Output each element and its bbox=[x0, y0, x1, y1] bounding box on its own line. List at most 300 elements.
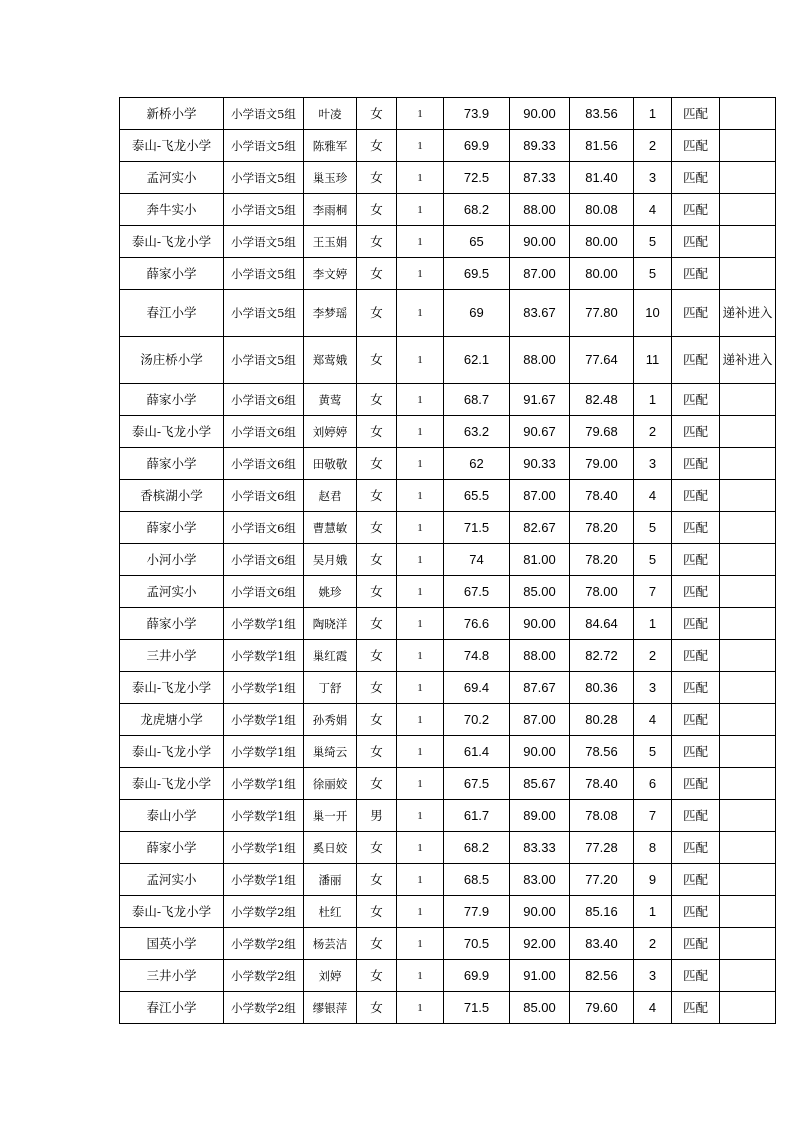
rank-cell: 5 bbox=[634, 544, 672, 576]
name-cell: 杨芸洁 bbox=[304, 928, 357, 960]
table-row bbox=[120, 736, 776, 768]
count-cell: 1 bbox=[397, 736, 444, 768]
interview-score-cell: 83.00 bbox=[510, 864, 570, 896]
school-cell: 泰山小学 bbox=[120, 800, 224, 832]
table-row bbox=[120, 290, 776, 337]
status-cell: 匹配 bbox=[672, 290, 720, 337]
rank-cell: 3 bbox=[634, 960, 672, 992]
note-cell bbox=[720, 544, 776, 576]
table-row bbox=[120, 448, 776, 480]
table-row bbox=[120, 704, 776, 736]
name-cell: 李文婷 bbox=[304, 258, 357, 290]
group-cell: 小学数学1组 bbox=[224, 800, 304, 832]
status-cell: 匹配 bbox=[672, 960, 720, 992]
written-score-cell: 69 bbox=[444, 290, 510, 337]
interview-score-cell: 83.67 bbox=[510, 290, 570, 337]
note-cell: 递补进入 bbox=[720, 290, 776, 337]
rank-cell: 5 bbox=[634, 512, 672, 544]
school-cell: 薛家小学 bbox=[120, 608, 224, 640]
note-cell bbox=[720, 98, 776, 130]
school-cell: 汤庄桥小学 bbox=[120, 337, 224, 384]
group-cell: 小学数学1组 bbox=[224, 672, 304, 704]
total-score-cell: 83.56 bbox=[570, 98, 634, 130]
gender-cell: 女 bbox=[357, 704, 397, 736]
written-score-cell: 69.5 bbox=[444, 258, 510, 290]
school-cell: 薛家小学 bbox=[120, 448, 224, 480]
table-row bbox=[120, 98, 776, 130]
table-row bbox=[120, 544, 776, 576]
status-cell: 匹配 bbox=[672, 800, 720, 832]
name-cell: 曹慧敏 bbox=[304, 512, 357, 544]
interview-score-cell: 88.00 bbox=[510, 640, 570, 672]
school-cell: 三井小学 bbox=[120, 960, 224, 992]
group-cell: 小学语文5组 bbox=[224, 162, 304, 194]
written-score-cell: 70.2 bbox=[444, 704, 510, 736]
rank-cell: 10 bbox=[634, 290, 672, 337]
school-cell: 香槟湖小学 bbox=[120, 480, 224, 512]
name-cell: 巢红霞 bbox=[304, 640, 357, 672]
gender-cell: 男 bbox=[357, 800, 397, 832]
count-cell: 1 bbox=[397, 130, 444, 162]
table-row bbox=[120, 960, 776, 992]
total-score-cell: 78.20 bbox=[570, 512, 634, 544]
count-cell: 1 bbox=[397, 384, 444, 416]
total-score-cell: 81.56 bbox=[570, 130, 634, 162]
note-cell bbox=[720, 384, 776, 416]
gender-cell: 女 bbox=[357, 960, 397, 992]
count-cell: 1 bbox=[397, 672, 444, 704]
written-score-cell: 68.7 bbox=[444, 384, 510, 416]
table-row bbox=[120, 800, 776, 832]
gender-cell: 女 bbox=[357, 226, 397, 258]
rank-cell: 7 bbox=[634, 800, 672, 832]
note-cell bbox=[720, 736, 776, 768]
name-cell: 杜红 bbox=[304, 896, 357, 928]
results-table-body bbox=[120, 98, 776, 1024]
group-cell: 小学数学1组 bbox=[224, 608, 304, 640]
total-score-cell: 77.28 bbox=[570, 832, 634, 864]
group-cell: 小学数学1组 bbox=[224, 864, 304, 896]
total-score-cell: 80.28 bbox=[570, 704, 634, 736]
status-cell: 匹配 bbox=[672, 384, 720, 416]
total-score-cell: 80.00 bbox=[570, 258, 634, 290]
count-cell: 1 bbox=[397, 896, 444, 928]
name-cell: 陶晓洋 bbox=[304, 608, 357, 640]
total-score-cell: 77.20 bbox=[570, 864, 634, 896]
count-cell: 1 bbox=[397, 992, 444, 1024]
status-cell: 匹配 bbox=[672, 576, 720, 608]
name-cell: 巢一开 bbox=[304, 800, 357, 832]
group-cell: 小学语文5组 bbox=[224, 130, 304, 162]
total-score-cell: 77.80 bbox=[570, 290, 634, 337]
written-score-cell: 76.6 bbox=[444, 608, 510, 640]
rank-cell: 3 bbox=[634, 162, 672, 194]
interview-score-cell: 85.00 bbox=[510, 992, 570, 1024]
table-row bbox=[120, 864, 776, 896]
school-cell: 新桥小学 bbox=[120, 98, 224, 130]
group-cell: 小学数学2组 bbox=[224, 928, 304, 960]
rank-cell: 2 bbox=[634, 928, 672, 960]
table-row bbox=[120, 337, 776, 384]
school-cell: 三井小学 bbox=[120, 640, 224, 672]
school-cell: 薛家小学 bbox=[120, 512, 224, 544]
count-cell: 1 bbox=[397, 258, 444, 290]
table-row bbox=[120, 640, 776, 672]
total-score-cell: 80.08 bbox=[570, 194, 634, 226]
written-score-cell: 65.5 bbox=[444, 480, 510, 512]
group-cell: 小学语文6组 bbox=[224, 576, 304, 608]
name-cell: 叶凌 bbox=[304, 98, 357, 130]
status-cell: 匹配 bbox=[672, 162, 720, 194]
interview-score-cell: 87.33 bbox=[510, 162, 570, 194]
interview-score-cell: 92.00 bbox=[510, 928, 570, 960]
status-cell: 匹配 bbox=[672, 480, 720, 512]
school-cell: 薛家小学 bbox=[120, 258, 224, 290]
count-cell: 1 bbox=[397, 832, 444, 864]
name-cell: 姚珍 bbox=[304, 576, 357, 608]
count-cell: 1 bbox=[397, 960, 444, 992]
name-cell: 丁舒 bbox=[304, 672, 357, 704]
gender-cell: 女 bbox=[357, 992, 397, 1024]
name-cell: 赵君 bbox=[304, 480, 357, 512]
note-cell: 递补进入 bbox=[720, 337, 776, 384]
gender-cell: 女 bbox=[357, 608, 397, 640]
status-cell: 匹配 bbox=[672, 864, 720, 896]
name-cell: 巢玉珍 bbox=[304, 162, 357, 194]
rank-cell: 5 bbox=[634, 258, 672, 290]
table-row bbox=[120, 130, 776, 162]
school-cell: 国英小学 bbox=[120, 928, 224, 960]
note-cell bbox=[720, 992, 776, 1024]
interview-score-cell: 91.00 bbox=[510, 960, 570, 992]
status-cell: 匹配 bbox=[672, 928, 720, 960]
name-cell: 田敬敬 bbox=[304, 448, 357, 480]
status-cell: 匹配 bbox=[672, 640, 720, 672]
gender-cell: 女 bbox=[357, 928, 397, 960]
gender-cell: 女 bbox=[357, 736, 397, 768]
group-cell: 小学语文5组 bbox=[224, 337, 304, 384]
table-row bbox=[120, 258, 776, 290]
written-score-cell: 69.9 bbox=[444, 130, 510, 162]
total-score-cell: 78.08 bbox=[570, 800, 634, 832]
interview-score-cell: 88.00 bbox=[510, 194, 570, 226]
total-score-cell: 81.40 bbox=[570, 162, 634, 194]
rank-cell: 4 bbox=[634, 194, 672, 226]
table-row bbox=[120, 384, 776, 416]
rank-cell: 9 bbox=[634, 864, 672, 896]
group-cell: 小学语文5组 bbox=[224, 98, 304, 130]
rank-cell: 3 bbox=[634, 448, 672, 480]
note-cell bbox=[720, 226, 776, 258]
note-cell bbox=[720, 832, 776, 864]
interview-score-cell: 83.33 bbox=[510, 832, 570, 864]
written-score-cell: 77.9 bbox=[444, 896, 510, 928]
total-score-cell: 82.72 bbox=[570, 640, 634, 672]
group-cell: 小学语文6组 bbox=[224, 544, 304, 576]
total-score-cell: 85.16 bbox=[570, 896, 634, 928]
interview-score-cell: 89.33 bbox=[510, 130, 570, 162]
note-cell bbox=[720, 672, 776, 704]
interview-score-cell: 82.67 bbox=[510, 512, 570, 544]
gender-cell: 女 bbox=[357, 480, 397, 512]
school-cell: 孟河实小 bbox=[120, 864, 224, 896]
total-score-cell: 78.40 bbox=[570, 768, 634, 800]
gender-cell: 女 bbox=[357, 512, 397, 544]
school-cell: 小河小学 bbox=[120, 544, 224, 576]
interview-score-cell: 87.00 bbox=[510, 480, 570, 512]
interview-score-cell: 90.33 bbox=[510, 448, 570, 480]
count-cell: 1 bbox=[397, 337, 444, 384]
written-score-cell: 67.5 bbox=[444, 768, 510, 800]
group-cell: 小学语文6组 bbox=[224, 480, 304, 512]
gender-cell: 女 bbox=[357, 98, 397, 130]
rank-cell: 11 bbox=[634, 337, 672, 384]
status-cell: 匹配 bbox=[672, 130, 720, 162]
group-cell: 小学语文6组 bbox=[224, 416, 304, 448]
group-cell: 小学数学2组 bbox=[224, 960, 304, 992]
interview-score-cell: 87.67 bbox=[510, 672, 570, 704]
gender-cell: 女 bbox=[357, 258, 397, 290]
interview-score-cell: 85.67 bbox=[510, 768, 570, 800]
group-cell: 小学数学2组 bbox=[224, 896, 304, 928]
rank-cell: 1 bbox=[634, 384, 672, 416]
total-score-cell: 78.20 bbox=[570, 544, 634, 576]
status-cell: 匹配 bbox=[672, 512, 720, 544]
status-cell: 匹配 bbox=[672, 608, 720, 640]
interview-score-cell: 91.67 bbox=[510, 384, 570, 416]
count-cell: 1 bbox=[397, 448, 444, 480]
group-cell: 小学数学1组 bbox=[224, 832, 304, 864]
interview-score-cell: 90.67 bbox=[510, 416, 570, 448]
count-cell: 1 bbox=[397, 608, 444, 640]
table-row bbox=[120, 928, 776, 960]
total-score-cell: 80.36 bbox=[570, 672, 634, 704]
name-cell: 王玉娟 bbox=[304, 226, 357, 258]
note-cell bbox=[720, 258, 776, 290]
school-cell: 泰山-飞龙小学 bbox=[120, 736, 224, 768]
school-cell: 春江小学 bbox=[120, 290, 224, 337]
gender-cell: 女 bbox=[357, 130, 397, 162]
status-cell: 匹配 bbox=[672, 98, 720, 130]
school-cell: 奔牛实小 bbox=[120, 194, 224, 226]
status-cell: 匹配 bbox=[672, 226, 720, 258]
group-cell: 小学语文6组 bbox=[224, 448, 304, 480]
note-cell bbox=[720, 864, 776, 896]
gender-cell: 女 bbox=[357, 864, 397, 896]
interview-score-cell: 89.00 bbox=[510, 800, 570, 832]
written-score-cell: 70.5 bbox=[444, 928, 510, 960]
status-cell: 匹配 bbox=[672, 672, 720, 704]
gender-cell: 女 bbox=[357, 768, 397, 800]
count-cell: 1 bbox=[397, 576, 444, 608]
total-score-cell: 84.64 bbox=[570, 608, 634, 640]
school-cell: 泰山-飞龙小学 bbox=[120, 416, 224, 448]
total-score-cell: 79.68 bbox=[570, 416, 634, 448]
note-cell bbox=[720, 928, 776, 960]
table-row bbox=[120, 226, 776, 258]
note-cell bbox=[720, 800, 776, 832]
table-row bbox=[120, 480, 776, 512]
rank-cell: 5 bbox=[634, 226, 672, 258]
note-cell bbox=[720, 608, 776, 640]
name-cell: 缪银萍 bbox=[304, 992, 357, 1024]
group-cell: 小学语文5组 bbox=[224, 290, 304, 337]
note-cell bbox=[720, 480, 776, 512]
status-cell: 匹配 bbox=[672, 896, 720, 928]
count-cell: 1 bbox=[397, 194, 444, 226]
name-cell: 李梦瑶 bbox=[304, 290, 357, 337]
table-row bbox=[120, 672, 776, 704]
gender-cell: 女 bbox=[357, 337, 397, 384]
written-score-cell: 67.5 bbox=[444, 576, 510, 608]
note-cell bbox=[720, 896, 776, 928]
interview-score-cell: 90.00 bbox=[510, 98, 570, 130]
written-score-cell: 61.4 bbox=[444, 736, 510, 768]
school-cell: 龙虎塘小学 bbox=[120, 704, 224, 736]
status-cell: 匹配 bbox=[672, 832, 720, 864]
written-score-cell: 74 bbox=[444, 544, 510, 576]
name-cell: 徐丽姣 bbox=[304, 768, 357, 800]
written-score-cell: 71.5 bbox=[444, 512, 510, 544]
status-cell: 匹配 bbox=[672, 194, 720, 226]
name-cell: 郑莺娥 bbox=[304, 337, 357, 384]
written-score-cell: 68.2 bbox=[444, 832, 510, 864]
total-score-cell: 80.00 bbox=[570, 226, 634, 258]
table-row bbox=[120, 512, 776, 544]
school-cell: 孟河实小 bbox=[120, 162, 224, 194]
status-cell: 匹配 bbox=[672, 704, 720, 736]
status-cell: 匹配 bbox=[672, 736, 720, 768]
interview-score-cell: 90.00 bbox=[510, 226, 570, 258]
name-cell: 巢绮云 bbox=[304, 736, 357, 768]
note-cell bbox=[720, 448, 776, 480]
status-cell: 匹配 bbox=[672, 768, 720, 800]
results-table bbox=[119, 97, 776, 1024]
written-score-cell: 72.5 bbox=[444, 162, 510, 194]
note-cell bbox=[720, 704, 776, 736]
note-cell bbox=[720, 162, 776, 194]
note-cell bbox=[720, 130, 776, 162]
note-cell bbox=[720, 512, 776, 544]
total-score-cell: 83.40 bbox=[570, 928, 634, 960]
count-cell: 1 bbox=[397, 768, 444, 800]
total-score-cell: 77.64 bbox=[570, 337, 634, 384]
total-score-cell: 78.56 bbox=[570, 736, 634, 768]
school-cell: 泰山-飞龙小学 bbox=[120, 226, 224, 258]
note-cell bbox=[720, 640, 776, 672]
total-score-cell: 82.56 bbox=[570, 960, 634, 992]
name-cell: 孙秀娟 bbox=[304, 704, 357, 736]
written-score-cell: 62.1 bbox=[444, 337, 510, 384]
total-score-cell: 78.00 bbox=[570, 576, 634, 608]
group-cell: 小学数学1组 bbox=[224, 704, 304, 736]
written-score-cell: 71.5 bbox=[444, 992, 510, 1024]
interview-score-cell: 88.00 bbox=[510, 337, 570, 384]
gender-cell: 女 bbox=[357, 416, 397, 448]
status-cell: 匹配 bbox=[672, 448, 720, 480]
rank-cell: 5 bbox=[634, 736, 672, 768]
name-cell: 陈雅军 bbox=[304, 130, 357, 162]
table-row bbox=[120, 896, 776, 928]
table-row bbox=[120, 608, 776, 640]
table-row bbox=[120, 162, 776, 194]
group-cell: 小学数学1组 bbox=[224, 640, 304, 672]
gender-cell: 女 bbox=[357, 544, 397, 576]
school-cell: 孟河实小 bbox=[120, 576, 224, 608]
gender-cell: 女 bbox=[357, 832, 397, 864]
group-cell: 小学语文5组 bbox=[224, 194, 304, 226]
school-cell: 泰山-飞龙小学 bbox=[120, 672, 224, 704]
status-cell: 匹配 bbox=[672, 544, 720, 576]
note-cell bbox=[720, 416, 776, 448]
name-cell: 刘婷 bbox=[304, 960, 357, 992]
group-cell: 小学数学1组 bbox=[224, 768, 304, 800]
total-score-cell: 82.48 bbox=[570, 384, 634, 416]
rank-cell: 3 bbox=[634, 672, 672, 704]
rank-cell: 8 bbox=[634, 832, 672, 864]
gender-cell: 女 bbox=[357, 896, 397, 928]
interview-score-cell: 87.00 bbox=[510, 258, 570, 290]
rank-cell: 4 bbox=[634, 992, 672, 1024]
table-row bbox=[120, 576, 776, 608]
school-cell: 春江小学 bbox=[120, 992, 224, 1024]
name-cell: 吴月娥 bbox=[304, 544, 357, 576]
rank-cell: 1 bbox=[634, 98, 672, 130]
status-cell: 匹配 bbox=[672, 992, 720, 1024]
name-cell: 潘丽 bbox=[304, 864, 357, 896]
rank-cell: 7 bbox=[634, 576, 672, 608]
interview-score-cell: 90.00 bbox=[510, 896, 570, 928]
count-cell: 1 bbox=[397, 800, 444, 832]
group-cell: 小学语文5组 bbox=[224, 258, 304, 290]
count-cell: 1 bbox=[397, 544, 444, 576]
note-cell bbox=[720, 576, 776, 608]
written-score-cell: 74.8 bbox=[444, 640, 510, 672]
count-cell: 1 bbox=[397, 864, 444, 896]
rank-cell: 1 bbox=[634, 608, 672, 640]
group-cell: 小学数学1组 bbox=[224, 736, 304, 768]
note-cell bbox=[720, 768, 776, 800]
count-cell: 1 bbox=[397, 98, 444, 130]
interview-score-cell: 85.00 bbox=[510, 576, 570, 608]
status-cell: 匹配 bbox=[672, 416, 720, 448]
written-score-cell: 73.9 bbox=[444, 98, 510, 130]
count-cell: 1 bbox=[397, 416, 444, 448]
interview-score-cell: 81.00 bbox=[510, 544, 570, 576]
gender-cell: 女 bbox=[357, 672, 397, 704]
table-row bbox=[120, 768, 776, 800]
table-row bbox=[120, 416, 776, 448]
count-cell: 1 bbox=[397, 290, 444, 337]
interview-score-cell: 90.00 bbox=[510, 608, 570, 640]
written-score-cell: 68.5 bbox=[444, 864, 510, 896]
written-score-cell: 69.9 bbox=[444, 960, 510, 992]
name-cell: 李雨桐 bbox=[304, 194, 357, 226]
count-cell: 1 bbox=[397, 480, 444, 512]
count-cell: 1 bbox=[397, 640, 444, 672]
group-cell: 小学数学2组 bbox=[224, 992, 304, 1024]
gender-cell: 女 bbox=[357, 640, 397, 672]
total-score-cell: 78.40 bbox=[570, 480, 634, 512]
rank-cell: 2 bbox=[634, 416, 672, 448]
interview-score-cell: 87.00 bbox=[510, 704, 570, 736]
gender-cell: 女 bbox=[357, 194, 397, 226]
table-row bbox=[120, 194, 776, 226]
school-cell: 泰山-飞龙小学 bbox=[120, 130, 224, 162]
written-score-cell: 68.2 bbox=[444, 194, 510, 226]
school-cell: 薛家小学 bbox=[120, 384, 224, 416]
group-cell: 小学语文5组 bbox=[224, 226, 304, 258]
